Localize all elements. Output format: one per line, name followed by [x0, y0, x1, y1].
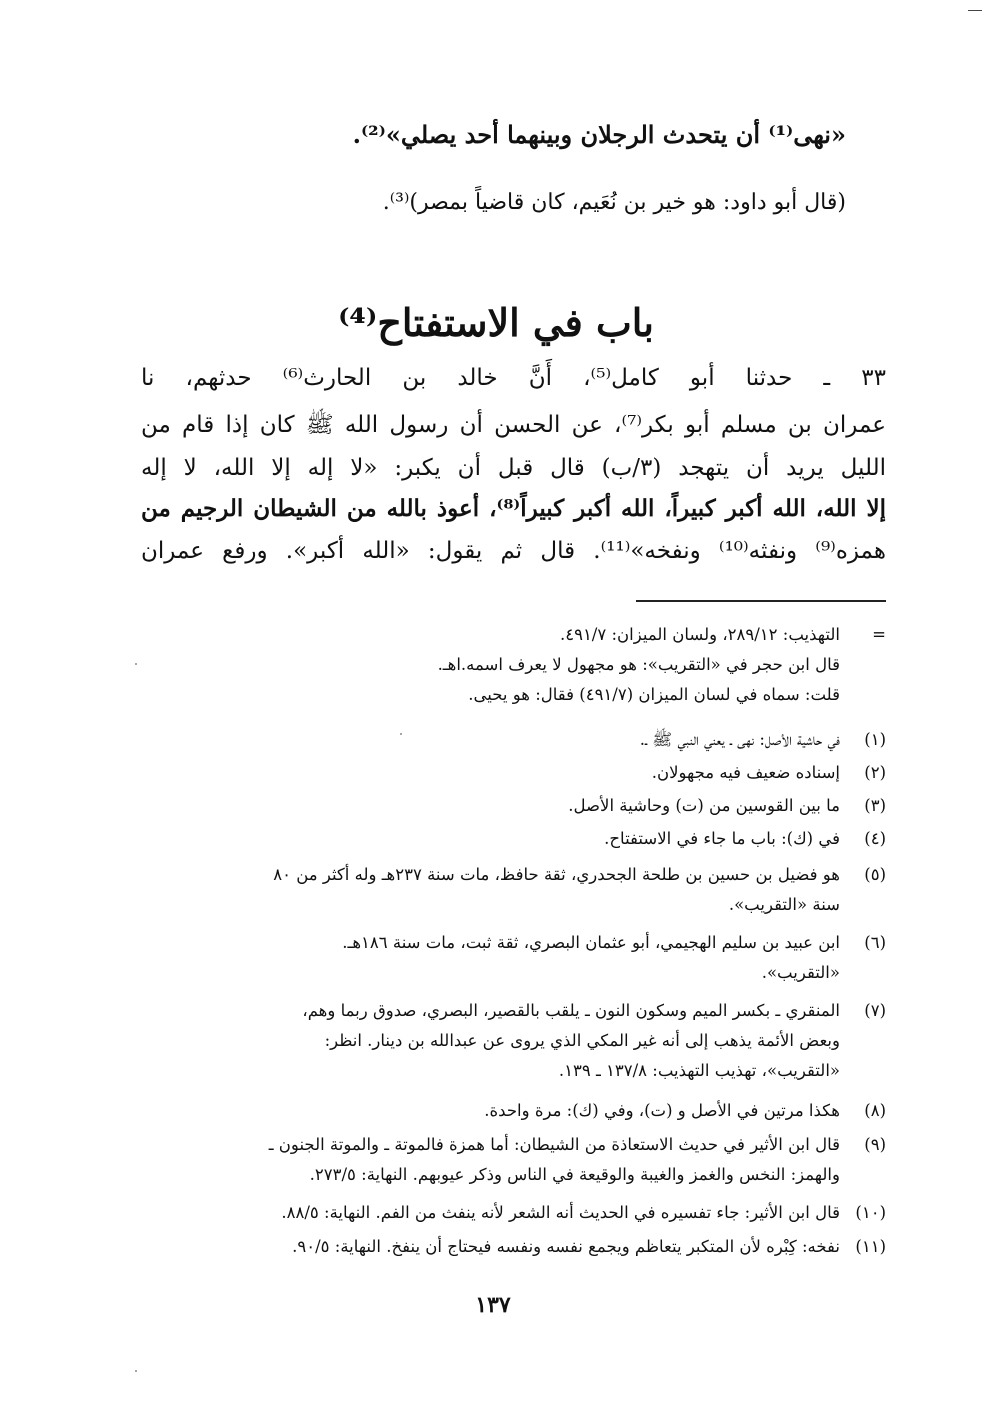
footnote-line: ما بين القوسين من (ت) وحاشية الأصل.	[568, 796, 840, 815]
scan-speck	[135, 663, 137, 665]
scan-speck	[135, 1370, 137, 1372]
footnote-line: المنقري ـ بكسر الميم وسكون النون ـ يلقب بالقصير، البصري، صدوق ربما وهم،	[302, 1001, 840, 1020]
chapter-heading: باب في الاستفتاح⁽⁴⁾	[338, 300, 654, 345]
footnote-number: =	[872, 625, 886, 644]
footnote-4	[136, 824, 886, 854]
footnote-3	[136, 791, 886, 821]
footnote-number: (٧)	[864, 1001, 886, 1020]
footnote-line: في حاشية الأصل: نهى ـ يعني النبي ﷺ ـ.	[639, 730, 840, 749]
scan-mark	[968, 10, 982, 11]
footnote-9	[136, 1130, 886, 1190]
footnote-number: (٢)	[864, 763, 886, 782]
footnote-line: هكذا مرتين في الأصل و (ت)، وفي (ك): مرة واحدة.	[484, 1101, 840, 1120]
footnote-1	[136, 725, 886, 755]
body-line-1: ٣٣ ـ حدثنا أبو كامل⁽⁵⁾، أَنَّ خالد بن الحارث⁽⁶⁾ حدثهم، نا	[141, 365, 886, 391]
footnote-line: هو فضيل بن حسين بن طلحة الجحدري، ثقة حافظ، مات سنة ٢٣٧هـ وله أكثر من ٨٠	[273, 865, 840, 884]
footnote-line: التهذيب: ٢٨٩/١٢، ولسان الميزان: ٤٩١/٧.	[559, 625, 840, 644]
footnote-8	[136, 1096, 886, 1126]
main-text	[106, 0, 886, 600]
footnote-line: قال ابن الأثير في حديث الاستعاذة من الشيطان: أما همزة فالموتة ـ والموتة الجنون ـ	[268, 1135, 840, 1154]
abu-dawud-note-line: (قال أبو داود: هو خير بن نُعَيم، كان قاضياً بمصر)⁽³⁾.	[382, 190, 846, 215]
footnote-2	[136, 758, 886, 788]
footnote-line: قال ابن حجر في «التقريب»: هو مجهول لا يعرف اسمه.اهـ.	[437, 655, 840, 674]
footnote-number: (٣)	[864, 796, 886, 815]
body-line-3: الليل يريد أن يتهجد (٣/ب) قال قبل أن يكبر: «لا إله إلا الله، لا إله	[141, 455, 886, 481]
footnote-7	[136, 996, 886, 1086]
body-line-5: همزه⁽⁹⁾ ونفثه⁽¹⁰⁾ ونفخه»⁽¹¹⁾. قال ثم يقول: «الله أكبر». ورفع عمران	[141, 538, 886, 564]
footnote-line: سنة «التقريب».	[728, 895, 840, 914]
footnote-6	[136, 928, 886, 988]
footnote-number: (١١)	[855, 1237, 886, 1256]
footnote-line: «التقريب».	[761, 963, 840, 982]
page-number: ١٣٧	[475, 1292, 511, 1318]
footnote-line: قال ابن الأثير: جاء تفسيره في الحديث أنه الشعر لأنه ينفث من الفم. النهاية: ٨٨/٥.	[281, 1203, 840, 1222]
footnote-separator	[636, 600, 886, 602]
footnote-line: نفخه: كِبْره لأن المتكبر يتعاظم ويجمع نفسه ونفسه فيحتاج أن ينفخ. النهاية: ٩٠/٥.	[292, 1237, 840, 1256]
footnote-number: (١٠)	[855, 1203, 886, 1222]
footnote-5	[136, 860, 886, 920]
footnote-number: (١)	[864, 730, 886, 749]
footnote-line: إسناده ضعيف فيه مجهولان.	[651, 763, 840, 782]
footnote-line: والهمز: النخس والغمز والغيبة والوقيعة في الناس وذكر عيوبهم. النهاية: ٢٧٣/٥.	[309, 1165, 840, 1184]
hadith-ending-line: «نهى⁽¹⁾ أن يتحدث الرجلان وبينهما أحد يصلي»⁽²⁾.	[352, 120, 846, 149]
footnote-number: (٩)	[864, 1135, 886, 1154]
footnote-line: «التقريب»، تهذيب التهذيب: ١٣٧/٨ ـ ١٣٩.	[558, 1061, 840, 1080]
footnote-line: ابن عبيد بن سليم الهجيمي، أبو عثمان البصري، ثقة ثبت، مات سنة ١٨٦هـ.	[342, 933, 840, 952]
footnote-line: قلت: سماه في لسان الميزان (٤٩١/٧) فقال: هو يحيى.	[468, 685, 840, 704]
footnote-10	[136, 1198, 886, 1228]
footnote-line: في (ك): باب ما جاء في الاستفتاح.	[604, 829, 840, 848]
scan-speck	[400, 733, 402, 735]
footnote-11	[136, 1232, 886, 1262]
footnote-continuation	[136, 620, 886, 710]
footnote-number: (٨)	[864, 1101, 886, 1120]
footnote-line: وبعض الأئمة يذهب إلى أنه غير المكي الذي يروى عن عبدالله بن دينار. انظر:	[324, 1031, 840, 1050]
footnote-number: (٤)	[864, 829, 886, 848]
body-line-4: إلا الله، الله أكبر كبيراً، الله أكبر كبيراً⁽⁸⁾، أعوذ بالله من الشيطان الرجيم من	[141, 495, 886, 522]
body-line-2: عمران بن مسلم أبو بكر⁽⁷⁾، عن الحسن أن رسول الله ﷺ كان إذا قام من	[141, 412, 886, 438]
footnote-number: (٦)	[864, 933, 886, 952]
footnote-number: (٥)	[864, 865, 886, 884]
